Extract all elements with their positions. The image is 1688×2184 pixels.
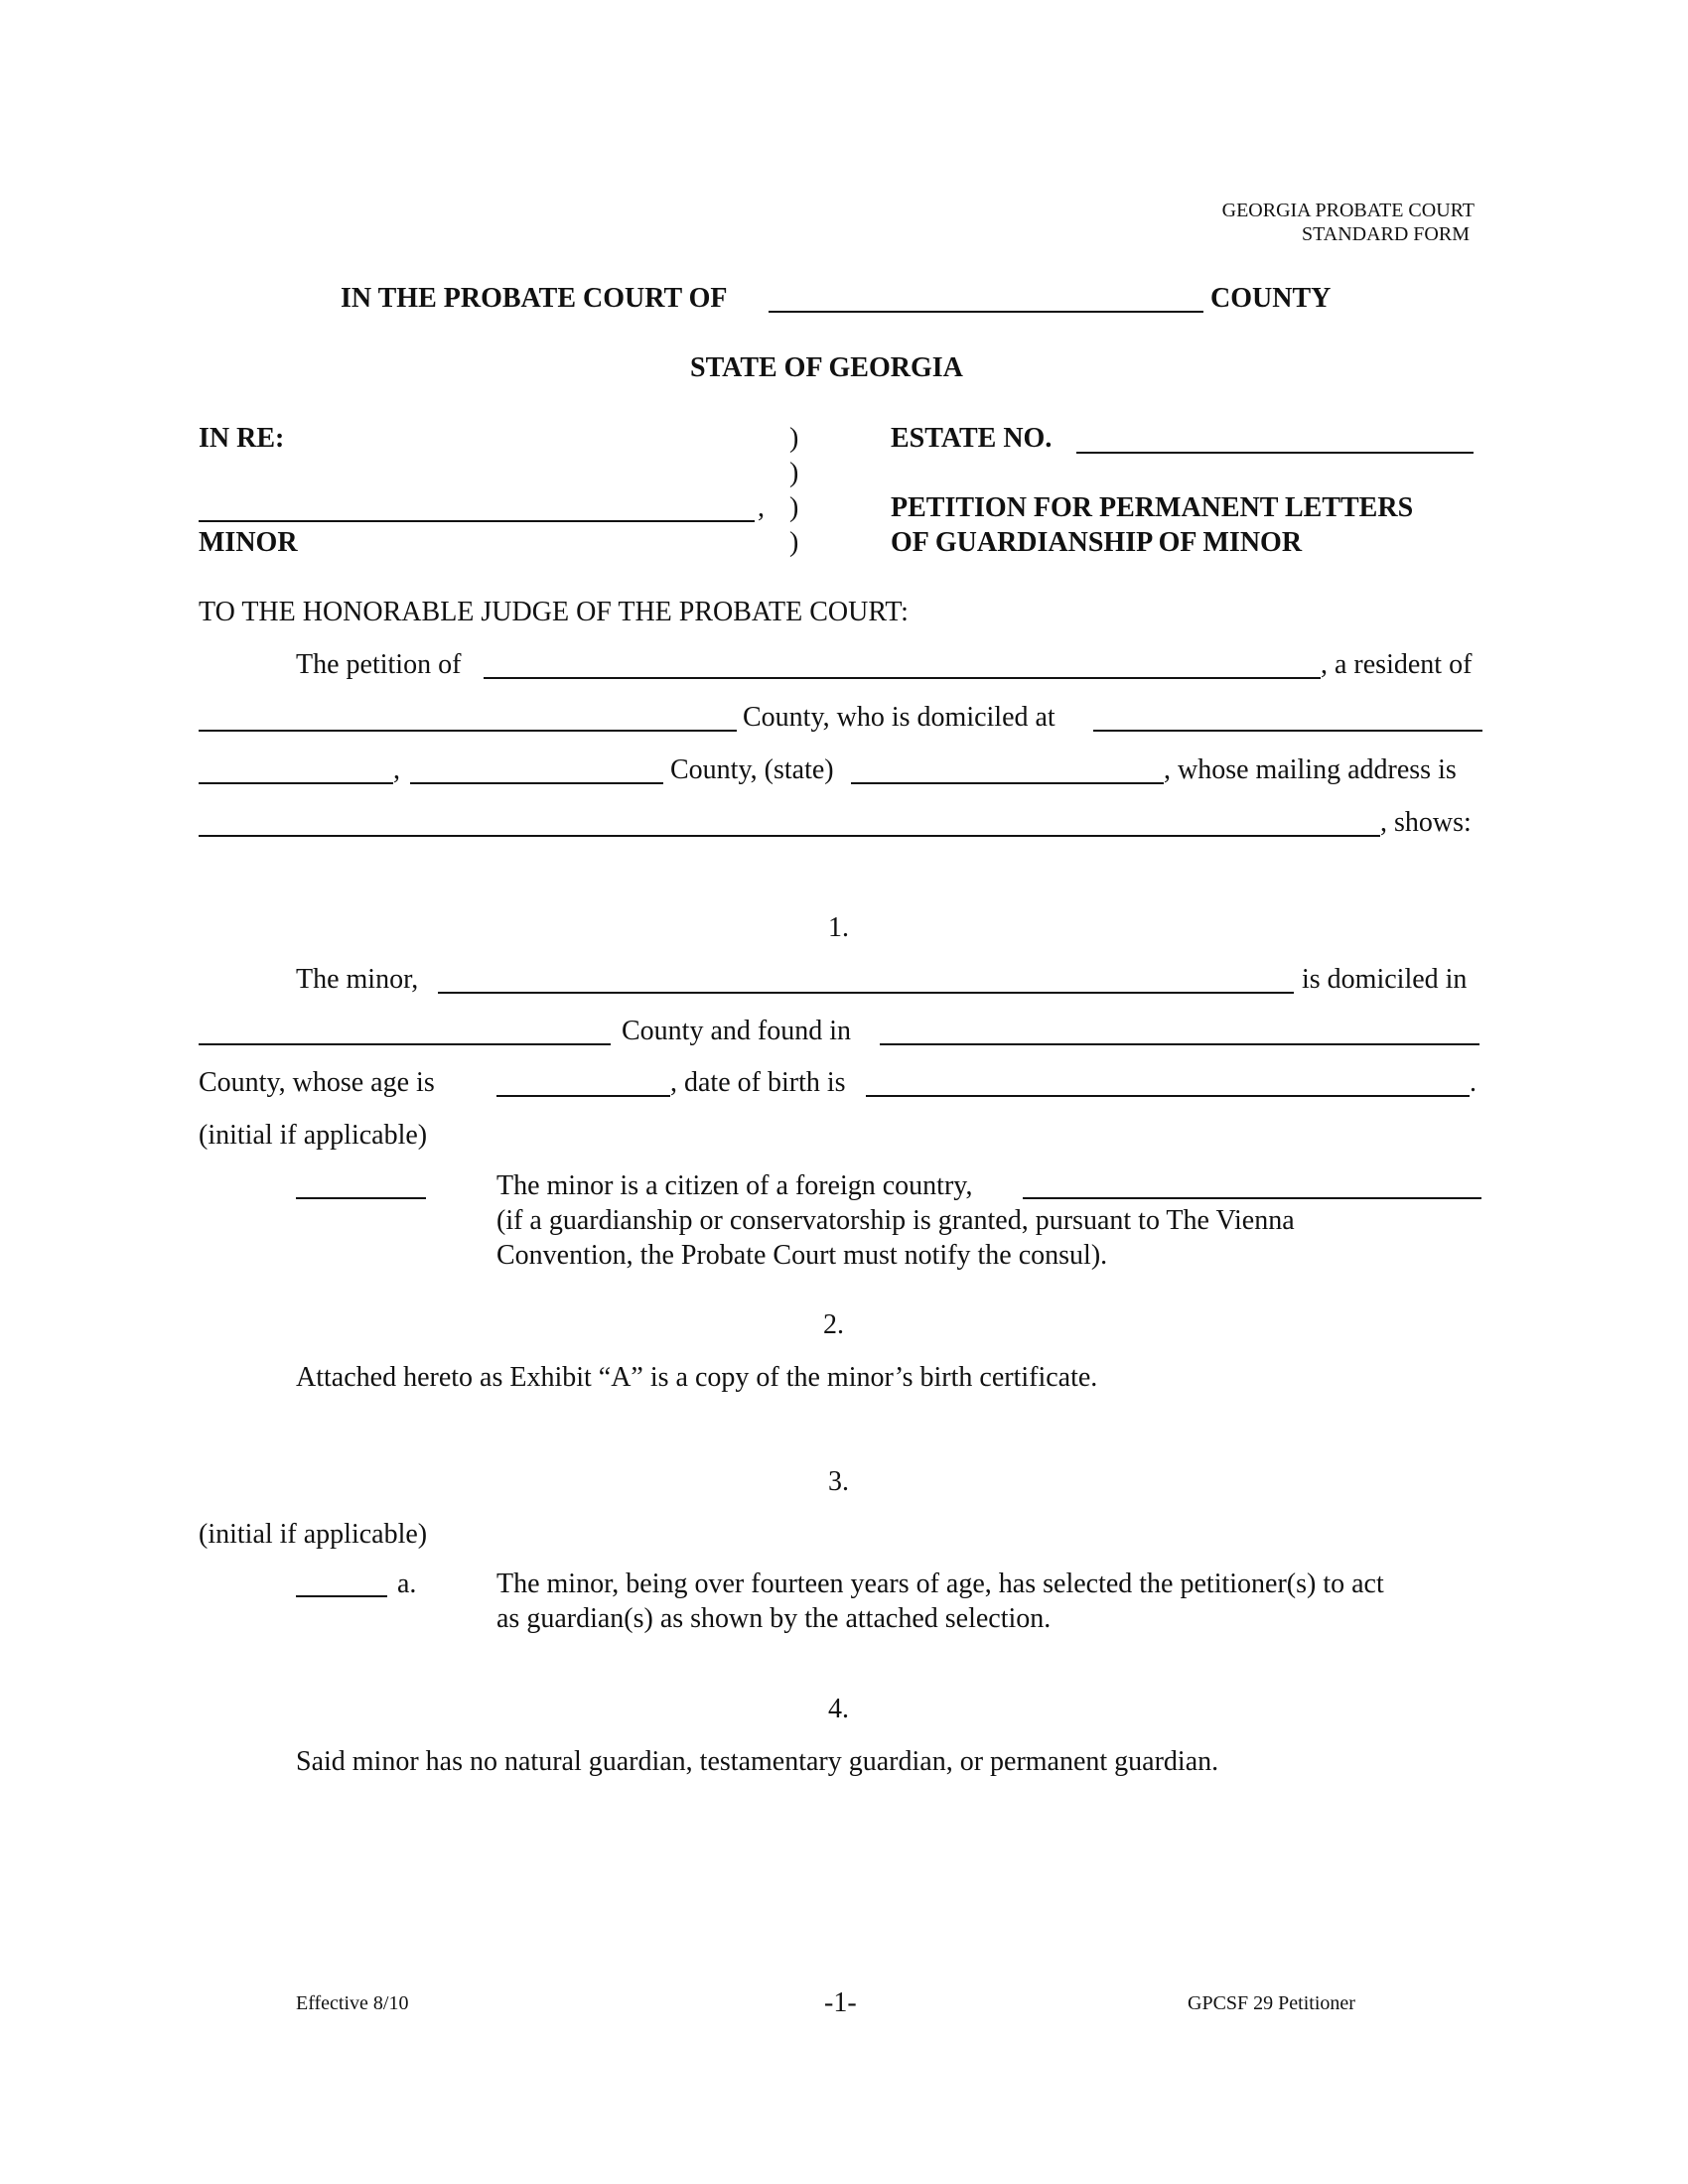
- state-title: STATE OF GEORGIA: [690, 352, 963, 383]
- section-1-number: 1.: [828, 912, 849, 943]
- minor-name-blank[interactable]: [199, 520, 755, 522]
- footer-form-id: GPCSF 29 Petitioner: [1188, 1992, 1355, 2014]
- minor-name-s1-blank[interactable]: [438, 992, 1294, 994]
- domicile-comma: ,: [393, 754, 400, 785]
- foreign-initial-blank[interactable]: [296, 1197, 426, 1199]
- minor-found-county-blank[interactable]: [880, 1043, 1479, 1045]
- paren-3: ): [789, 492, 799, 523]
- county-age-label: County, whose age is: [199, 1067, 435, 1098]
- initial-note-1: (initial if applicable): [199, 1120, 428, 1151]
- domicile-city-blank[interactable]: [199, 782, 393, 784]
- petition-of-label: The petition of: [296, 649, 462, 680]
- section-4-text: Said minor has no natural guardian, testamentary guardian, or permanent guardian.: [296, 1746, 1219, 1777]
- petition-title-line-2: OF GUARDIANSHIP OF MINOR: [891, 527, 1303, 558]
- in-re-label: IN RE:: [199, 423, 285, 454]
- section-3-number: 3.: [828, 1466, 849, 1497]
- section-4-number: 4.: [828, 1694, 849, 1724]
- domicile-address-blank[interactable]: [1093, 730, 1482, 732]
- salutation: TO THE HONORABLE JUDGE OF THE PROBATE COURT:: [199, 597, 909, 627]
- mailing-address-blank[interactable]: [199, 835, 1380, 837]
- footer-effective: Effective 8/10: [296, 1992, 409, 2014]
- header-line-1: GEORGIA PROBATE COURT: [1221, 200, 1475, 221]
- minor-age-blank[interactable]: [496, 1095, 670, 1097]
- minor-comma: ,: [758, 492, 765, 523]
- shows-label: , shows:: [1380, 807, 1472, 838]
- estate-no-label: ESTATE NO.: [891, 423, 1053, 454]
- resident-county-blank[interactable]: [199, 730, 737, 732]
- foreign-text-line-1: The minor is a citizen of a foreign country,: [496, 1170, 973, 1201]
- section-2-number: 2.: [823, 1309, 844, 1340]
- estate-no-blank[interactable]: [1076, 452, 1474, 454]
- header-line-2: STANDARD FORM: [1302, 223, 1470, 245]
- county-domiciled-label: County, who is domiciled at: [743, 702, 1055, 733]
- county-state-label: County, (state): [670, 754, 834, 785]
- selection-initial-blank[interactable]: [296, 1595, 387, 1597]
- minor-label-s1: The minor,: [296, 964, 419, 995]
- initial-note-2: (initial if applicable): [199, 1519, 428, 1550]
- dob-period: .: [1470, 1067, 1477, 1098]
- court-suffix: COUNTY: [1210, 283, 1332, 314]
- paren-4: ): [789, 527, 799, 558]
- foreign-text-line-2: (if a guardianship or conservatorship is granted, pursuant to The Vienna: [496, 1205, 1295, 1236]
- minor-label: MINOR: [199, 527, 298, 558]
- dob-label: , date of birth is: [670, 1067, 846, 1098]
- paren-2: ): [789, 458, 799, 488]
- paren-1: ): [789, 423, 799, 454]
- county-blank[interactable]: [769, 311, 1203, 313]
- minor-dob-blank[interactable]: [866, 1095, 1470, 1097]
- petitioner-name-blank[interactable]: [484, 677, 1321, 679]
- court-prefix: IN THE PROBATE COURT OF: [341, 283, 728, 314]
- domiciled-in-label: is domiciled in: [1302, 964, 1468, 995]
- foreign-country-blank[interactable]: [1023, 1197, 1481, 1199]
- foreign-text-line-3: Convention, the Probate Court must notify the consul).: [496, 1240, 1108, 1271]
- item-letter-a: a.: [397, 1569, 417, 1599]
- county-found-label: County and found in: [622, 1016, 851, 1046]
- section-3-line-2: as guardian(s) as shown by the attached selection.: [496, 1603, 1052, 1634]
- section-2-text: Attached hereto as Exhibit “A” is a copy of the minor’s birth certificate.: [296, 1362, 1098, 1393]
- footer-page-number: -1-: [824, 1987, 857, 2018]
- petition-title-line-1: PETITION FOR PERMANENT LETTERS: [891, 492, 1414, 523]
- mailing-address-label: , whose mailing address is: [1164, 754, 1457, 785]
- domicile-state-blank[interactable]: [851, 782, 1164, 784]
- domicile-county-blank[interactable]: [410, 782, 663, 784]
- section-3-line-1: The minor, being over fourteen years of age, has selected the petitioner(s) to act: [496, 1569, 1384, 1599]
- resident-of-label: , a resident of: [1321, 649, 1473, 680]
- minor-domicile-county-blank[interactable]: [199, 1043, 611, 1045]
